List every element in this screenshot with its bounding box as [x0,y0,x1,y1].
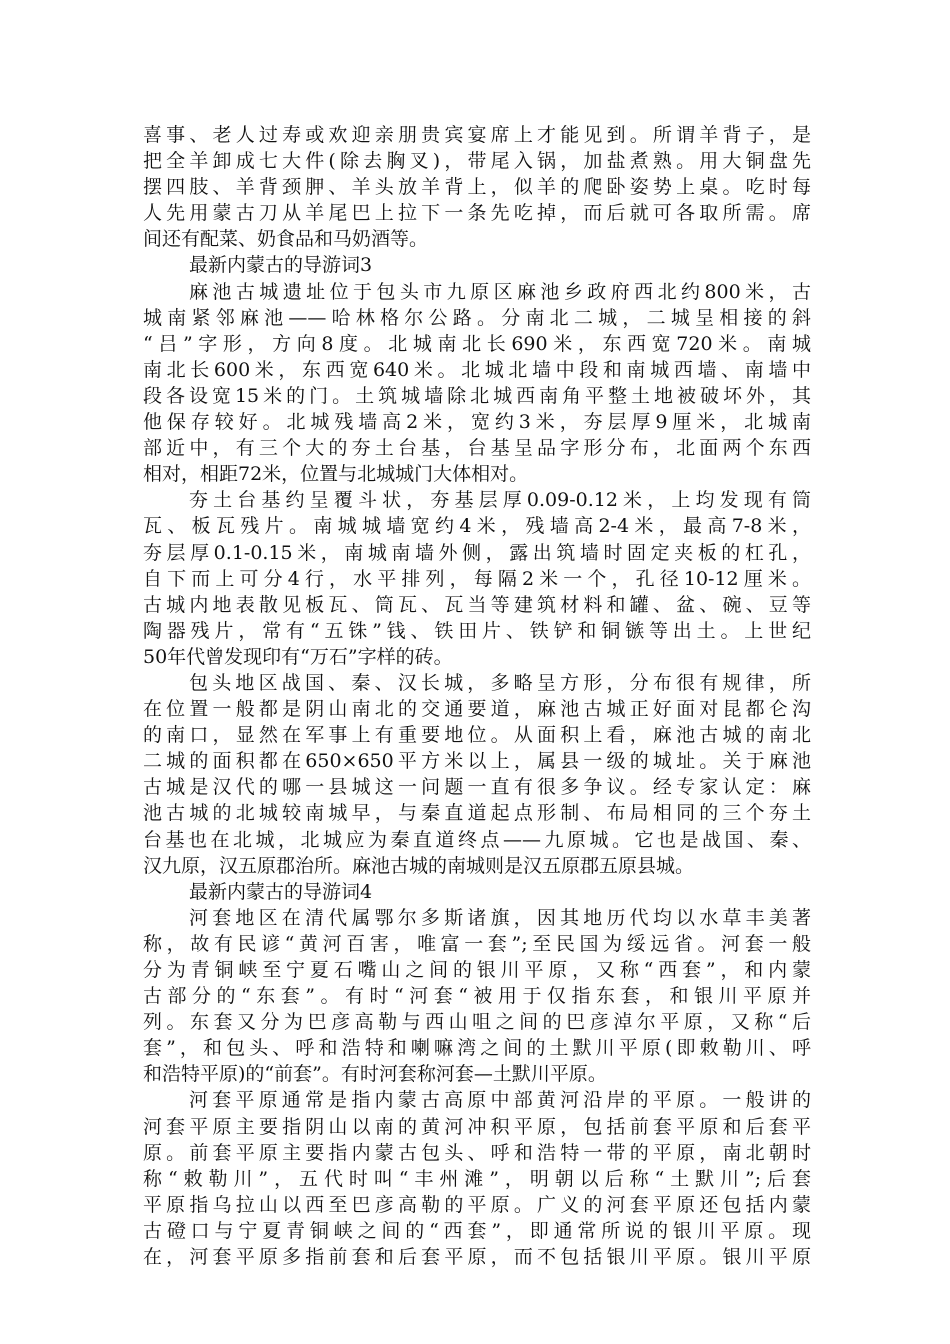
text-line: 古磴口与宁夏青铜峡之间的“西套”，即通常所说的银川平原。现 [143,1219,811,1242]
text-line: 平原指乌拉山以西至巴彦高勒的平原。广义的河套平原还包括内蒙 [143,1193,811,1216]
text-line: 称“敕勒川”，五代时叫“丰州滩”，明朝以后称“土默川”;后套 [143,1167,811,1190]
text-line: 的南口，显然在军事上有重要地位。从面积上看，麻池古城的南北 [143,724,811,747]
text-line: 他保存较好。北城残墙高2米，宽约3米，夯层厚9厘米，北城南 [143,411,811,434]
text-line: 套”，和包头、呼和浩特和喇嘛湾之间的土默川平原(即敕勒川、呼 [143,1037,811,1060]
text-line: 台基也在北城，北城应为秦直道终点——九原城。它也是战国、秦、 [143,828,811,851]
text-line: 在位置一般都是阴山南北的交通要道，麻池古城正好面对昆都仑沟 [143,698,811,721]
text-line: 河套平原通常是指内蒙古高原中部黄河沿岸的平原。一般讲的 [189,1089,811,1112]
text-line: 包头地区战国、秦、汉长城，多略呈方形，分布很有规律，所 [189,671,811,694]
text-line: 间还有配菜、奶食品和马奶酒等。 [143,228,429,251]
text-line: 把全羊卸成七大件(除去胸叉)，带尾入锅，加盐煮熟。用大铜盘先 [143,150,811,173]
text-line: 河套平原主要指阴山以南的黄河冲积平原，包括前套平原和后套平 [143,1115,811,1138]
text-line: 南北长600米，东西宽640米。北城北墙中段和南城西墙、南墙中 [143,358,811,381]
text-line: 50年代曾发现印有“万石”字样的砖。 [143,645,453,668]
text-line: 夯层厚0.1-0.15米，南城南墙外侧，露出筑墙时固定夹板的杠孔， [143,541,811,564]
text-line: 和浩特平原)的“前套”。有时河套称河套—土默川平原。 [143,1063,607,1086]
text-line: 河套地区在清代属鄂尔多斯诸旗，因其地历代均以水草丰美著 [189,906,811,929]
text-line: 称，故有民谚“黄河百害，唯富一套”;至民国为绥远省。河套一般 [143,932,811,955]
text-line: 古城是汉代的哪一县城这一问题一直有很多争议。经专家认定：麻 [143,776,811,799]
text-line: 池古城的北城较南城早，与秦直道起点形制、布局相同的三个夯土 [143,802,811,825]
text-line: 古部分的“东套”。有时“河套“被用于仅指东套，和银川平原并 [143,985,811,1008]
document-body [143,122,811,1270]
text-line: 摆四肢、羊背颈胛、羊头放羊背上，似羊的爬卧姿势上桌。吃时每 [143,176,811,199]
text-line: 在，河套平原多指前套和后套平原，而不包括银川平原。银川平原 [143,1246,811,1269]
text-line: 二城的面积都在650×650平方米以上，属县一级的城址。关于麻池 [143,750,811,773]
text-line: 原。前套平原主要指内蒙古包头、呼和浩特一带的平原，南北朝时 [143,1141,811,1164]
text-line: 古城内地表散见板瓦、筒瓦、瓦当等建筑材料和罐、盆、碗、豆等 [143,593,811,616]
text-line: 城南紧邻麻池——哈林格尔公路。分南北二城，二城呈相接的斜 [143,306,811,329]
text-line: 汉九原，汉五原郡治所。麻池古城的南城则是汉五原郡五原县城。 [143,854,695,877]
text-line: 人先用蒙古刀从羊尾巴上拉下一条先吃掉，而后就可各取所需。席 [143,202,811,225]
text-line: 陶器残片，常有“五铢”钱、铁田片、铁铲和铜镞等出土。上世纪 [143,619,811,642]
text-line: 部近中，有三个大的夯土台基，台基呈品字形分布，北面两个东西 [143,437,811,460]
text-line: 瓦、板瓦残片。南城城墙宽约4米，残墙高2-4米，最高7-8米， [143,515,811,538]
text-line: 喜事、老人过寿或欢迎亲朋贵宾宴席上才能见到。所谓羊背子，是 [143,124,811,146]
text-line: 分为青铜峡至宁夏石嘴山之间的银川平原，又称“西套”，和内蒙 [143,959,811,981]
text-line: 夯土台基约呈覆斗状，夯基层厚0.09-0.12米，上均发现有筒 [189,489,811,512]
text-line: 相对，相距72米，位置与北城城门大体相对。 [143,463,529,486]
text-line: 最新内蒙古的导游词3 [189,254,373,277]
text-line: 自下而上可分4行，水平排列，每隔2米一个，孔径10-12厘米。 [143,567,811,590]
text-line: 段各设宽15米的门。土筑城墙除北城西南角平整土地被破坏外，其 [143,384,811,407]
text-line: 麻池古城遗址位于包头市九原区麻池乡政府西北约800米，古 [189,280,811,303]
text-line: 最新内蒙古的导游词4 [189,880,373,903]
text-line: 列。东套又分为巴彦高勒与西山咀之间的巴彦淖尔平原，又称“后 [143,1011,811,1034]
text-line: “吕”字形，方向8度。北城南北长690米，东西宽720米。南城 [143,332,811,355]
